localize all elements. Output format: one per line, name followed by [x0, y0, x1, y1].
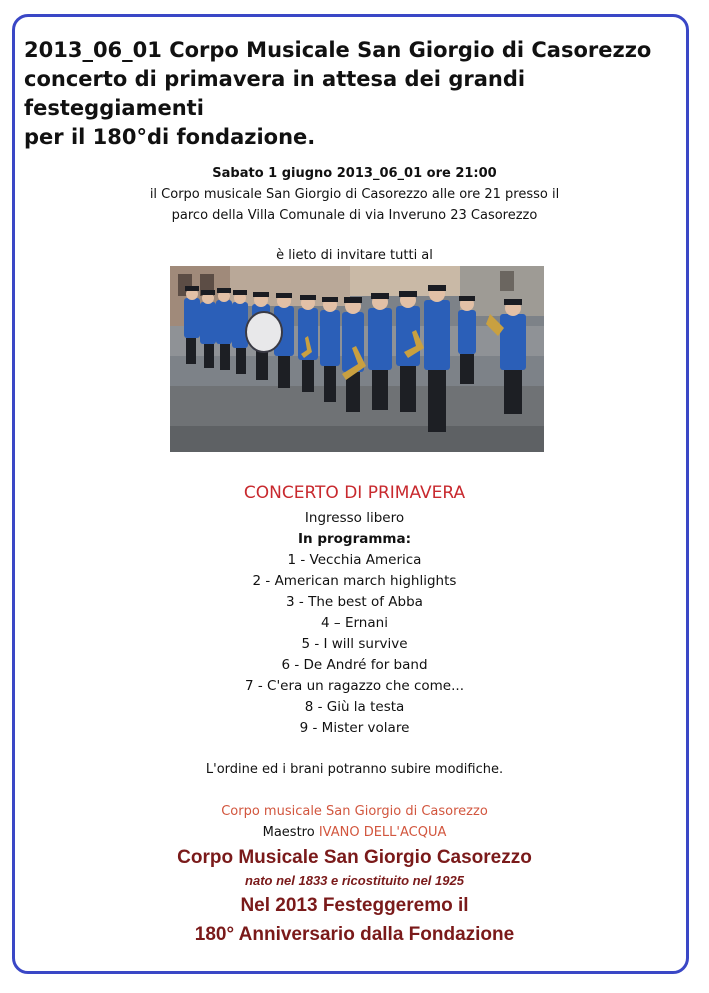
program-item: 3 - The best of Abba: [286, 594, 423, 610]
organizer-name: Corpo musicale San Giorgio di Casorezzo: [221, 804, 488, 819]
footer-anniversary: 180° Anniversario dalla Fondazione: [194, 924, 515, 945]
program-item: 8 - Giù la testa: [304, 699, 405, 715]
footer-history: nato nel 1833 e ricostituito nel 1925: [245, 873, 464, 888]
event-date: Sabato 1 giugno 2013_06_01 ore 21:00: [212, 166, 497, 181]
entry-info: Ingresso libero: [304, 510, 405, 526]
program-item: 9 - Mister volare: [299, 720, 410, 736]
maestro-line: [0, 823, 709, 843]
footer-block: [0, 845, 709, 949]
band-photo-icon: [170, 266, 544, 452]
title-line-2: concerto di primavera in attesa dei grandi festeggiamenti: [24, 67, 526, 120]
event-description-line-2: parco della Villa Comunale di via Inveruno 23 Casorezzo: [171, 208, 538, 223]
title-line-3: per il 180°di fondazione.: [24, 125, 316, 149]
concert-title: CONCERTO DI PRIMAVERA: [243, 483, 466, 503]
footer-celebration: Nel 2013 Festeggeremo il: [240, 895, 469, 916]
change-notice: L'ordine ed i brani potranno subire modifiche.: [205, 762, 504, 777]
page-title: [24, 36, 684, 152]
invite-text: è lieto di invitare tutti al: [276, 248, 433, 263]
maestro-label: Maestro: [262, 825, 319, 840]
program-item: 2 - American march highlights: [252, 573, 457, 589]
footer-band-name: Corpo Musicale San Giorgio Casorezzo: [177, 847, 532, 868]
program-heading: In programma:: [297, 531, 411, 547]
program-item: 1 - Vecchia America: [287, 552, 422, 568]
event-intro: [0, 163, 709, 226]
concert-program: [0, 508, 709, 739]
program-item: 7 - C'era un ragazzo che come...: [245, 678, 464, 694]
title-line-1: 2013_06_01 Corpo Musicale San Giorgio di Casorezzo: [24, 38, 652, 62]
maestro-name: IVANO DELL'ACQUA: [318, 825, 447, 840]
event-description-line-1: il Corpo musicale San Giorgio di Casorezzo alle ore 21 presso il: [149, 187, 560, 202]
program-item: 4 – Ernani: [321, 615, 388, 631]
program-item: 5 - I will survive: [301, 636, 408, 652]
program-item: 6 - De André for band: [281, 657, 428, 673]
